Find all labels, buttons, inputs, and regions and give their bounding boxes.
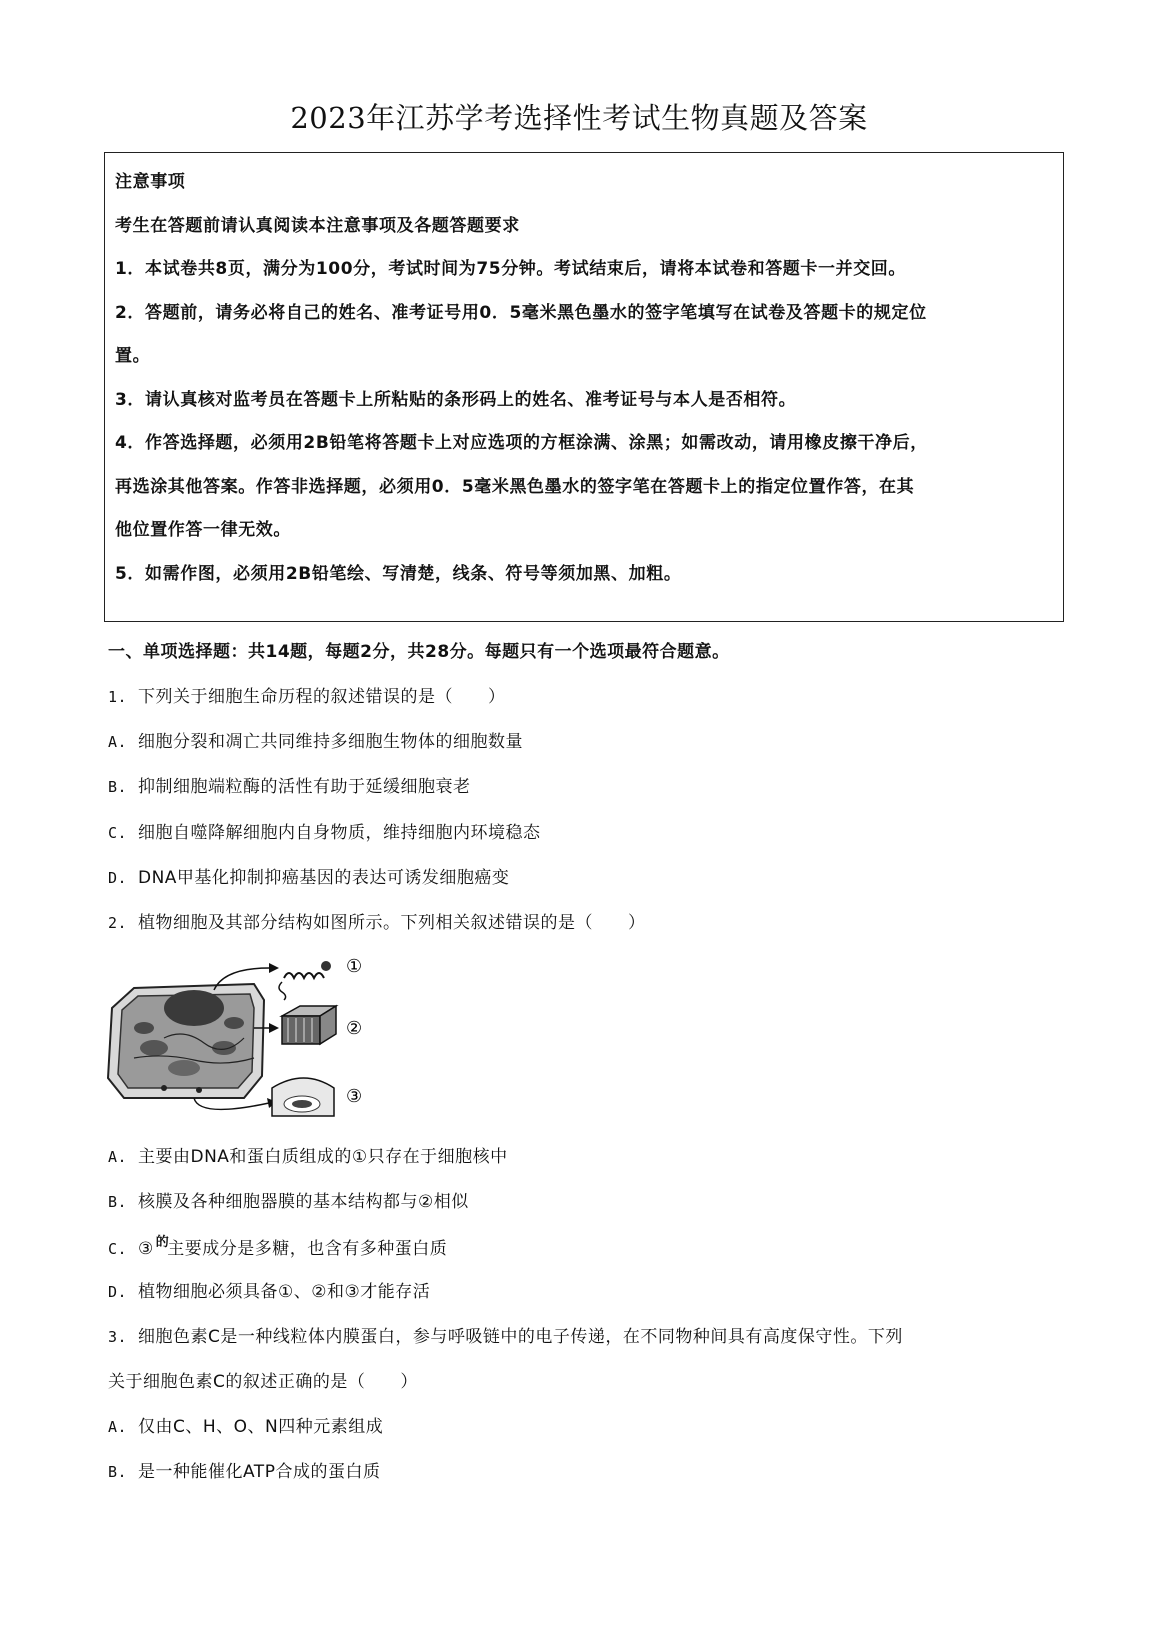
option-text: 是一种能催化ATP合成的蛋白质 — [138, 1462, 381, 1482]
page-title: 2023年江苏学考选择性考试生物真题及答案 — [290, 101, 868, 135]
question-number: 3. — [108, 1328, 128, 1346]
question-2 — [108, 908, 646, 933]
option-prefix: ③ — [138, 1239, 154, 1259]
question-number: 1. — [108, 688, 128, 706]
notice-box — [104, 152, 1064, 622]
option-text: 主要由DNA和蛋白质组成的①只存在于细胞核中 — [138, 1147, 508, 1167]
notice-item: 4．作答选择题，必须用2B铅笔将答题卡上对应选项的方框涂满、涂黑；如需改动，请用橡皮擦干净后， — [115, 433, 928, 453]
question-3-continued: 关于细胞色素C的叙述正确的是（ ） — [108, 1372, 418, 1392]
question-number: 2. — [108, 914, 128, 932]
plant-cell-figure — [104, 948, 384, 1128]
option-text: 主要成分是多糖，也含有多种蛋白质 — [167, 1239, 448, 1259]
option-label: A. — [108, 1148, 128, 1166]
option-text: 细胞自噬降解细胞内自身物质，维持细胞内环境稳态 — [138, 823, 541, 843]
question-stem: 植物细胞及其部分结构如图所示。下列相关叙述错误的是（ ） — [138, 913, 646, 933]
notice-heading: 注意事项 — [115, 172, 186, 192]
option-label: B. — [108, 1193, 128, 1211]
notice-item: 2．答题前，请务必将自己的姓名、准考证号用0．5毫米黑色墨水的签字笔填写在试卷及答题卡的规定位 — [115, 303, 927, 323]
notice-item: 1．本试卷共8页，满分为100分，考试时间为75分钟。考试结束后，请将本试卷和答题卡一并交回。 — [115, 259, 906, 279]
structure-3-drawing — [272, 1078, 334, 1116]
plant-cell-illustration — [104, 948, 384, 1128]
option-label: B. — [108, 778, 128, 796]
option-c — [108, 1234, 447, 1259]
option-d — [108, 1277, 430, 1302]
option-a — [108, 1142, 508, 1167]
option-d — [108, 863, 509, 888]
option-c — [108, 818, 541, 843]
notice-intro: 考生在答题前请认真阅读本注意事项及各题答题要求 — [115, 216, 520, 236]
option-label: C. — [108, 1240, 128, 1258]
structure-1-drawing — [279, 961, 331, 1000]
option-a — [108, 727, 523, 752]
option-label: A. — [108, 1418, 128, 1436]
option-text: 核膜及各种细胞器膜的基本结构都与②相似 — [138, 1192, 469, 1212]
question-3 — [108, 1322, 903, 1347]
option-label: A. — [108, 733, 128, 751]
figure-label-2: ② — [346, 1018, 363, 1039]
question-1 — [108, 682, 506, 707]
option-b — [108, 1457, 380, 1482]
notice-item: 他位置作答一律无效。 — [115, 520, 291, 540]
option-text: 仅由C、H、O、N四种元素组成 — [138, 1417, 384, 1437]
plant-cell-drawing — [108, 984, 264, 1098]
option-label: C. — [108, 824, 128, 842]
figure-label-1: ① — [346, 956, 363, 977]
notice-item: 5．如需作图，必须用2B铅笔绘、写清楚，线条、符号等须加黑、加粗。 — [115, 564, 682, 584]
figure-label-3: ③ — [346, 1086, 363, 1107]
option-label: B. — [108, 1463, 128, 1481]
option-overlap-mark: 的 — [155, 1235, 170, 1250]
option-text: 抑制细胞端粒酶的活性有助于延缓细胞衰老 — [138, 777, 471, 797]
option-label: D. — [108, 869, 128, 887]
section-heading: 一、单项选择题：共14题，每题2分，共28分。每题只有一个选项最符合题意。 — [108, 642, 730, 662]
option-label: D. — [108, 1283, 128, 1301]
question-stem: 细胞色素C是一种线粒体内膜蛋白，参与呼吸链中的电子传递，在不同物种间具有高度保守性。下列 — [138, 1327, 903, 1347]
question-stem: 下列关于细胞生命历程的叙述错误的是（ ） — [138, 687, 506, 707]
option-a — [108, 1412, 383, 1437]
option-text: DNA甲基化抑制抑癌基因的表达可诱发细胞癌变 — [138, 868, 510, 888]
structure-2-drawing — [282, 1006, 336, 1044]
notice-item: 再选涂其他答案。作答非选择题，必须用0．5毫米黑色墨水的签字笔在答题卡上的指定位置作答，在其 — [115, 477, 915, 497]
notice-item: 置。 — [115, 346, 151, 366]
notice-item: 3．请认真核对监考员在答题卡上所粘贴的条形码上的姓名、准考证号与本人是否相符。 — [115, 390, 797, 410]
option-text: 细胞分裂和凋亡共同维持多细胞生物体的细胞数量 — [138, 732, 523, 752]
option-text: 植物细胞必须具备①、②和③才能存活 — [138, 1282, 431, 1302]
option-b — [108, 1187, 469, 1212]
option-b — [108, 772, 471, 797]
